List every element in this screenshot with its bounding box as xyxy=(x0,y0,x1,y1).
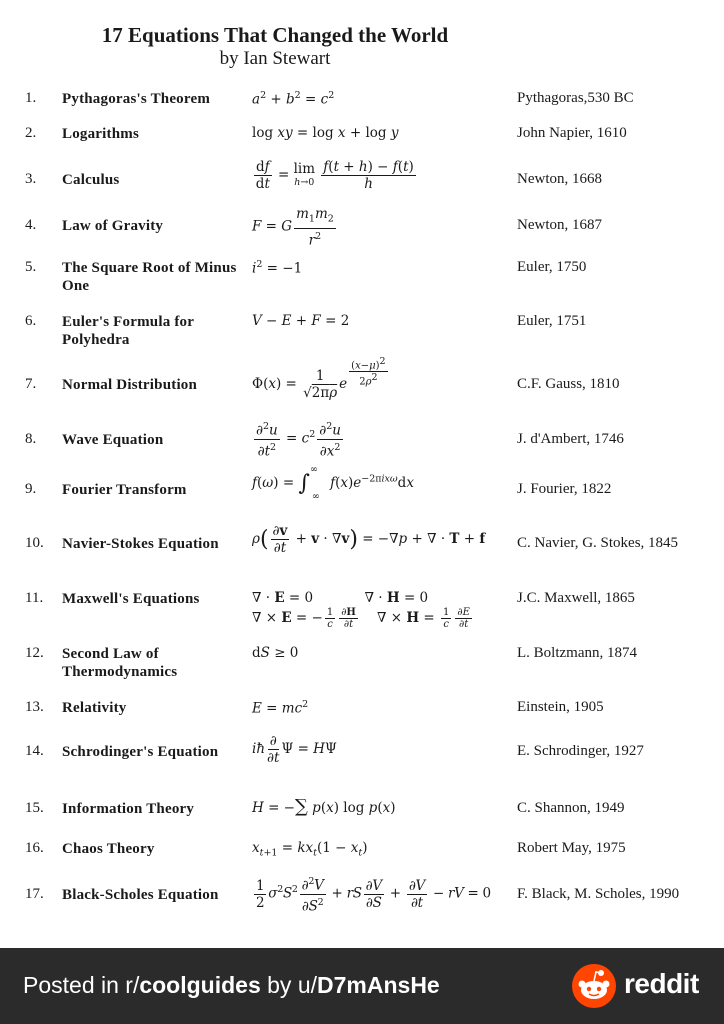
user-link[interactable]: D7mAnsHe xyxy=(317,972,440,998)
equation-name: Black-Scholes Equation xyxy=(62,887,219,903)
row-number: 12. xyxy=(25,645,44,661)
row-number: 4. xyxy=(25,217,37,233)
row-number: 8. xyxy=(25,431,37,447)
equation-name: Information Theory xyxy=(62,801,195,817)
equation-name: The Square Root of Minus One xyxy=(62,260,237,294)
equation-formula: ∇ · E = 0 ∇ · H = 0 ∇ × E = − $\frac{1}{c}$ $\frac{\partial H}{\partial t}$ ∇ × H = $\frac{1}{c}$ $\frac{\partial E}{\partial t}$ xyxy=(252,590,470,630)
row-number: 11. xyxy=(25,590,44,606)
equation-attribution: Newton, 1668 xyxy=(517,171,602,187)
equation-formula: ρ( $\frac{\partial v}{\partial t}$ + v · ∇v) = −∇p + ∇ · T + f xyxy=(252,523,486,556)
row-number: 2. xyxy=(25,125,37,141)
equation-attribution: C. Navier, G. Stokes, 1845 xyxy=(517,535,679,551)
row-number: 16. xyxy=(25,840,44,856)
equation-formula: $f(\omega) = \int^\infty_\infty$ $f(x)e^{-2\pi ix\omega}dx$ xyxy=(252,463,414,502)
equation-attribution: C. Shannon, 1949 xyxy=(517,800,625,816)
equation-formula: Φ(x) = $\frac{1}{√2\pi\rho}$ e $^{\frac{(x-\mu)^2}{2\rho^2}}$ xyxy=(252,356,386,401)
equation-formula: $E = mc^2$ xyxy=(252,699,309,717)
equation-formula: iħ $\frac{\partial}{\partial t}$ Ψ = HΨ xyxy=(252,733,337,766)
equation-formula: F = G $\frac{m_1m_2}{r^2}$ xyxy=(252,206,334,249)
row-number: 7. xyxy=(25,376,37,392)
page-header xyxy=(0,22,550,70)
equation-attribution: J.C. Maxwell, 1865 xyxy=(517,590,635,606)
equation-formula: H = −∑ p(x) log p(x) xyxy=(252,796,396,817)
equation-name: Pythagoras's Theorem xyxy=(62,91,211,107)
row-number: 14. xyxy=(25,743,44,759)
equation-name: Maxwell's Equations xyxy=(62,591,200,607)
equation-name: Relativity xyxy=(62,700,127,716)
equation-attribution: L. Boltzmann, 1874 xyxy=(517,645,637,661)
equation-name: Fourier Transform xyxy=(62,482,187,498)
equation-attribution: Euler, 1750 xyxy=(517,259,587,275)
equation-attribution: Einstein, 1905 xyxy=(517,699,604,715)
row-number: 1. xyxy=(25,90,37,106)
reddit-snoo-icon[interactable] xyxy=(572,964,616,1008)
reddit-wordmark: reddit xyxy=(624,968,699,999)
equation-formula: dS ≥ 0 xyxy=(252,645,299,661)
row-number: 6. xyxy=(25,313,37,329)
equation-name: Schrodinger's Equation xyxy=(62,744,219,760)
posted-in-text: Posted in r/coolguides by u/D7mAnsHe xyxy=(23,972,440,998)
equation-name: Wave Equation xyxy=(62,432,164,448)
equation-formula: V − E + F = 2 xyxy=(252,313,350,329)
equation-name: Normal Distribution xyxy=(62,377,198,393)
row-number: 13. xyxy=(25,699,44,715)
equation-formula: $i^2 = -1$ xyxy=(252,259,303,277)
equation-attribution: E. Schrodinger, 1927 xyxy=(517,743,644,759)
row-number: 9. xyxy=(25,481,37,497)
row-number: 5. xyxy=(25,259,37,275)
row-number: 3. xyxy=(25,171,37,187)
equation-name: Navier-Stokes Equation xyxy=(62,536,219,552)
equation-name: Law of Gravity xyxy=(62,218,164,234)
equation-name: Calculus xyxy=(62,172,120,188)
equation-name: Logarithms xyxy=(62,126,139,142)
page-title: 17 Equations That Changed the World xyxy=(101,23,449,47)
equation-formula: $x_{t+1} = kx_t(1 - x_t)$ xyxy=(252,840,368,859)
equation-attribution: Euler, 1751 xyxy=(517,313,587,329)
equation-attribution: Pythagoras,530 BC xyxy=(517,90,634,106)
row-number: 17. xyxy=(25,886,44,902)
equation-formula: $\frac{1}{2}$ $\sigma^2S^2$ $\frac{\partial^2V}{\partial S^2}$ + rS $\frac{\partial V}{\partial S}$ + $\frac{\partial V}{\partial t}$ − rV = 0 xyxy=(256,876,491,914)
equation-name: Euler's Formula for Polyhedra xyxy=(62,314,194,348)
equation-name: Second Law of Thermodynamics xyxy=(62,646,178,680)
page-subtitle: by Ian Stewart xyxy=(219,48,331,69)
equation-attribution: Robert May, 1975 xyxy=(517,840,626,856)
equation-formula: $\frac{\partial^2u}{\partial t^2}$ = $c^2$ $\frac{\partial^2u}{\partial x^2}$ xyxy=(256,421,341,459)
equation-attribution: Newton, 1687 xyxy=(517,217,602,233)
equation-formula: $\frac{df}{dt}$ = lim h→0 $\frac{f(t + h) - f(t)}{h}$ xyxy=(255,159,414,192)
subreddit-link[interactable]: coolguides xyxy=(139,972,261,998)
row-number: 10. xyxy=(25,535,44,551)
equation-formula: log xy = log x + log y xyxy=(252,125,399,141)
row-number: 15. xyxy=(25,800,44,816)
equation-attribution: F. Black, M. Scholes, 1990 xyxy=(517,886,680,902)
equation-formula: $a^2 + b^2 = c^2$ xyxy=(252,90,335,108)
footer-bar xyxy=(0,948,724,1024)
equation-attribution: J. Fourier, 1822 xyxy=(517,481,612,497)
equation-name: Chaos Theory xyxy=(62,841,155,857)
equation-attribution: C.F. Gauss, 1810 xyxy=(517,376,620,392)
equation-attribution: J. d'Ambert, 1746 xyxy=(517,431,624,447)
equation-attribution: John Napier, 1610 xyxy=(517,125,627,141)
